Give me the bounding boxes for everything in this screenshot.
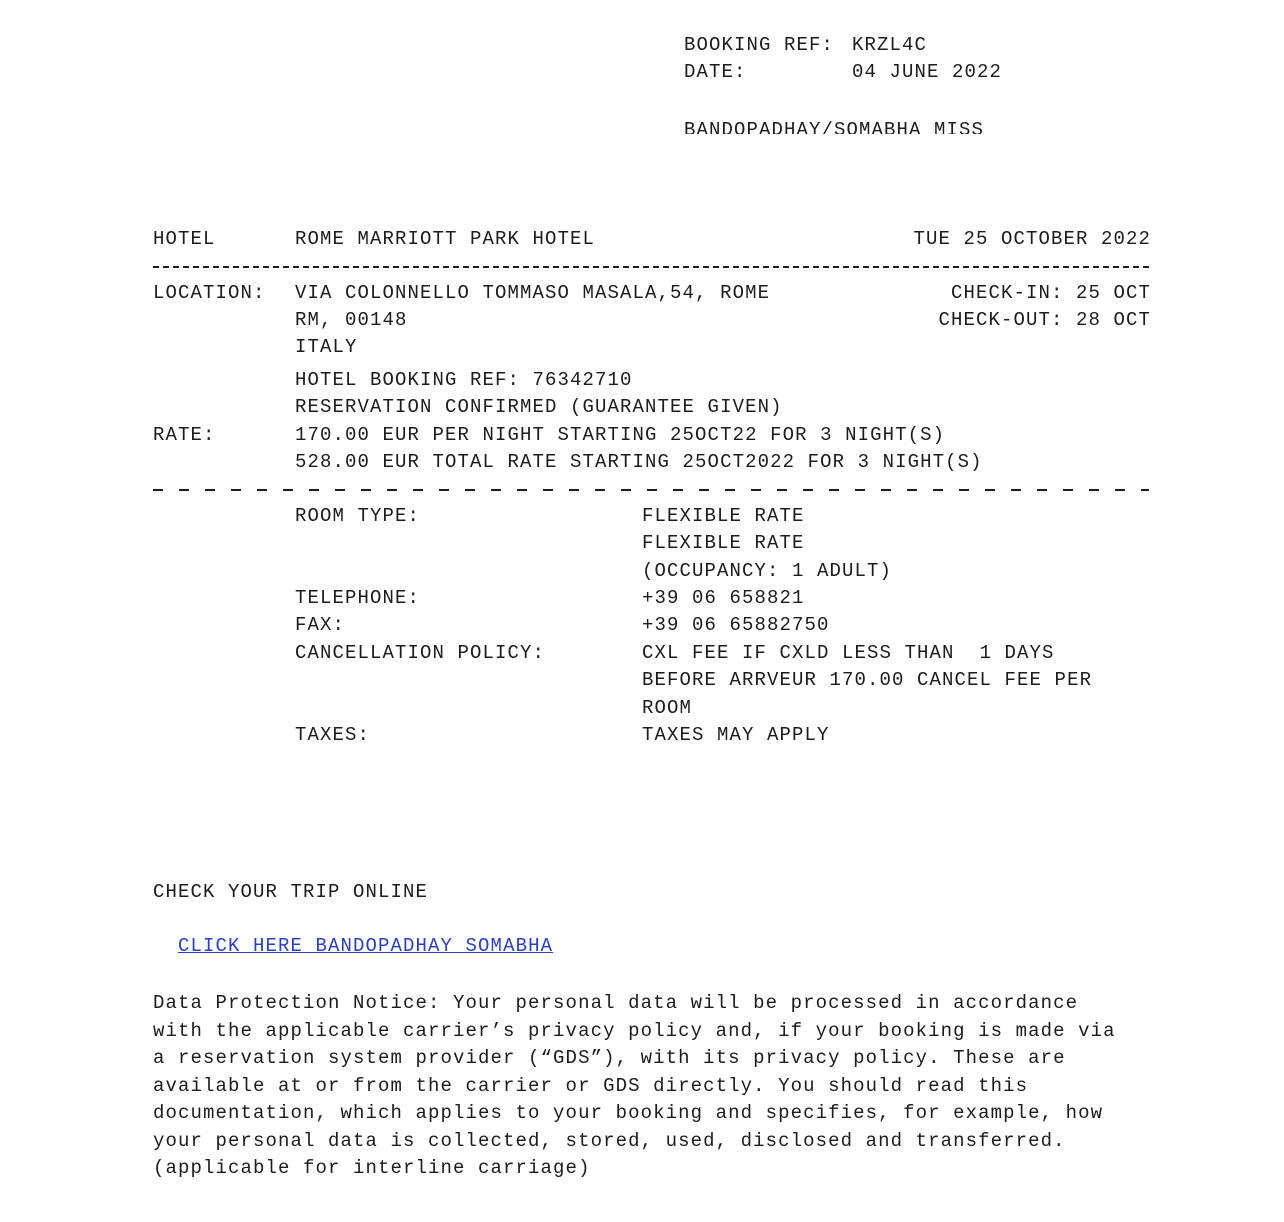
cancellation-line-1: CXL FEE IF CXLD LESS THAN 1 DAYS	[642, 642, 1055, 664]
cancellation-line-3: ROOM	[642, 697, 693, 719]
booking-ref-label: BOOKING REF:	[684, 34, 835, 56]
taxes-value: TAXES MAY APPLY	[642, 724, 830, 746]
address-line-1: VIA COLONNELLO TOMMASO MASALA,54, ROME	[295, 282, 771, 304]
cancellation-line-2: BEFORE ARRVEUR 170.00 CANCEL FEE PER	[642, 669, 1093, 691]
notice-line-4: available at or from the carrier or GDS directly. You should read this	[153, 1074, 1029, 1097]
passenger-name-partial	[684, 120, 984, 134]
booking-ref-value: KRZL4C	[852, 34, 928, 56]
fax-label: FAX:	[295, 614, 346, 636]
reservation-status: RESERVATION CONFIRMED (GUARANTEE GIVEN)	[295, 396, 783, 418]
check-in: CHECK-IN: 25 OCT	[950, 282, 1151, 304]
fax-value: +39 06 65882750	[642, 614, 830, 636]
section-divider-spaced	[153, 489, 1149, 491]
room-type-line-1: FLEXIBLE RATE	[642, 505, 805, 527]
cancellation-label: CANCELLATION POLICY:	[295, 642, 546, 664]
telephone-value: +39 06 658821	[642, 587, 805, 609]
notice-line-2: with the applicable carrier’s privacy policy and, if your booking is made via	[153, 1019, 1116, 1042]
date-label: DATE:	[684, 61, 747, 83]
taxes-label: TAXES:	[295, 724, 371, 746]
rate-line-2: 528.00 EUR TOTAL RATE STARTING 25OCT2022 FOR 3 NIGHT(S)	[295, 451, 983, 473]
hotel-date: TUE 25 OCTOBER 2022	[913, 228, 1151, 250]
location-label: LOCATION:	[153, 282, 266, 304]
notice-line-7: (applicable for interline carriage)	[153, 1157, 591, 1179]
notice-line-1: Data Protection Notice: Your personal data will be processed in accordance	[153, 992, 1079, 1014]
hotel-name: ROME MARRIOTT PARK HOTEL	[295, 228, 596, 250]
check-out: CHECK-OUT: 28 OCT	[938, 309, 1151, 331]
check-trip-heading: CHECK YOUR TRIP ONLINE	[153, 881, 429, 903]
date-value: 04 JUNE 2022	[852, 61, 1003, 83]
room-type-label: ROOM TYPE:	[295, 505, 421, 527]
hotel-booking-ref: HOTEL BOOKING REF: 76342710	[295, 369, 633, 391]
passenger-name-text: BANDOPADHAY/SOMABHA MISS	[684, 120, 985, 134]
trip-link-row	[153, 906, 553, 960]
data-protection-notice	[153, 990, 1116, 1183]
address-line-2: RM, 00148	[295, 309, 408, 331]
address-line-3: ITALY	[295, 336, 358, 358]
notice-line-5: documentation, which applies to your booking and specifies, for example, how	[153, 1102, 1104, 1124]
check-trip-link[interactable]: CLICK HERE BANDOPADHAY SOMABHA	[178, 935, 554, 957]
notice-line-6: your personal data is collected, stored, used, disclosed and transferred.	[153, 1129, 1066, 1152]
room-type-line-2: FLEXIBLE RATE	[642, 532, 805, 554]
telephone-label: TELEPHONE:	[295, 587, 421, 609]
hotel-section-label: HOTEL	[153, 228, 216, 250]
rate-label: RATE:	[153, 424, 216, 446]
section-divider	[153, 266, 1149, 268]
room-occupancy: (OCCUPANCY: 1 ADULT)	[642, 560, 893, 582]
rate-line-1: 170.00 EUR PER NIGHT STARTING 25OCT22 FOR 3 NIGHT(S)	[295, 424, 946, 446]
notice-line-3: a reservation system provider (“GDS”), with its privacy policy. These are	[153, 1047, 1066, 1069]
